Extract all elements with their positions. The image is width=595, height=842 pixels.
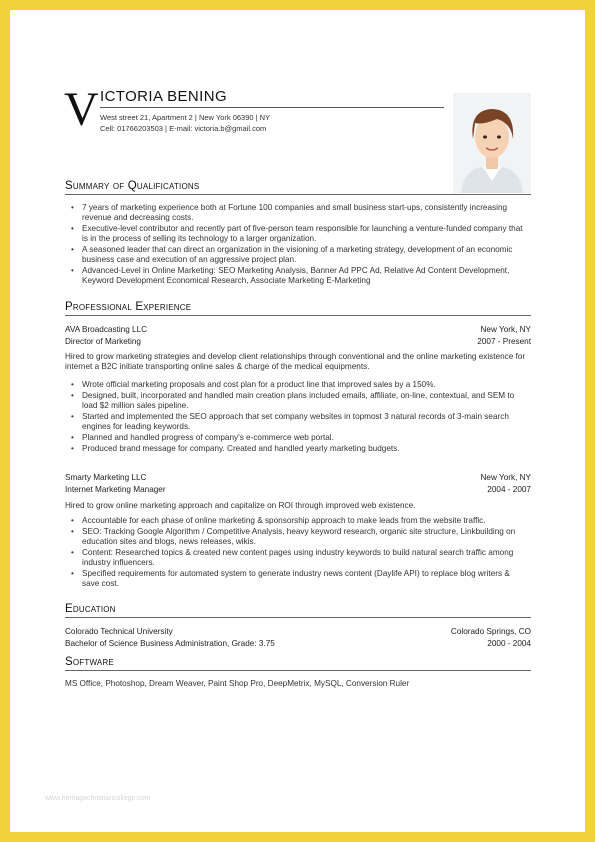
job-duty: • Content: Researched topics & created new content pages using industry keywords to build natural search traffic among industry influencers. — [65, 548, 525, 568]
watermark: www.heritagechristiancollege.com — [45, 795, 151, 802]
software-list: MS Office, Photoshop, Dream Weaver, Paint Shop Pro, DeepMetrix, MySQL, Conversion Ruler — [65, 679, 410, 688]
job-duty: • Started and implemented the SEO approach that set company websites in topmost 3 natural records of 3-main search engines for leading keywords. — [65, 412, 525, 432]
job-dates: 2004 - 2007 — [487, 485, 531, 494]
school-location: Colorado Springs, CO — [450, 627, 531, 636]
address-line: West street 21, Apartment 2 | New York 06390 | NY — [100, 113, 271, 122]
name-divider — [100, 107, 444, 108]
job-duty: • Specified requirements for automated system to generate industry news content (Daylife API) to replace blog writers & save cost. — [65, 569, 525, 589]
experience-heading: Professional Experience — [65, 301, 192, 313]
job-role-row — [65, 337, 531, 346]
job-dates: 2007 - Present — [477, 337, 531, 346]
job-location: New York, NY — [480, 325, 531, 334]
job-company: Smarty Marketing LLC — [65, 473, 147, 482]
job-duty: • Planned and handled progress of company's e-commerce web portal. — [65, 433, 525, 443]
job-location: New York, NY — [480, 473, 531, 482]
job-header — [65, 325, 531, 334]
summary-item: • 7 years of marketing experience both at Fortune 100 companies and small business start-ups, consistently increasing revenue and decreasing costs. — [65, 203, 525, 223]
job-duty: • Produced brand message for company. Created and handled yearly marketing budgets. — [65, 444, 525, 454]
summary-item: • Executive-level contributor and recently part of five-person team responsible for launching a venture-funded company that is in the process of selling its technology to a larger organization. — [65, 224, 525, 244]
job-duties-list — [65, 380, 525, 455]
job-intro: Hired to grow marketing strategies and develop client relationships through conventional and the online marketing existence for internet a B2C initiate transporting online sales & charge of the medical equipments. — [65, 352, 526, 371]
job-role: Internet Marketing Manager — [65, 485, 166, 494]
education-heading: Education — [65, 603, 116, 615]
job-duty: • Designed, built, incorporated and handled main creation plans included emails, affiliate, on-line, contextual, and SEM to load $2 million sales pipeline. — [65, 391, 525, 411]
job-duty: • SEO: Tracking Google Algorithm / Competitive Analysis, heavy keyword research, organic site structure, Linkbuilding on education sites and blogs, news releases, wikis. — [65, 527, 525, 547]
contact-line: Cell: 01766203503 | E-mail: victoria.b@gmail.com — [100, 124, 267, 133]
summary-divider — [65, 194, 531, 195]
degree-row — [65, 639, 531, 648]
summary-list — [65, 203, 525, 287]
job-company: AVA Broadcasting LLC — [65, 325, 148, 334]
job-role: Director of Marketing — [65, 337, 141, 346]
summary-item: • Advanced-Level in Online Marketing: SEO Marketing Analysis, Banner Ad PPC Ad, Relative Ad Content Development, Keyword Development Economical Research, Associate Marketing E-Marketing — [65, 266, 525, 286]
education-dates: 2000 - 2004 — [487, 639, 531, 648]
profile-photo — [453, 93, 531, 193]
degree: Bachelor of Science Business Administration, Grade: 3.75 — [65, 639, 275, 648]
education-divider — [65, 617, 531, 618]
name-initial: V — [64, 83, 99, 136]
software-heading: Software — [65, 656, 114, 668]
job-intro: Hired to grow online marketing approach and capitalize on ROI through improved web existence. — [65, 501, 416, 510]
software-divider — [65, 670, 531, 671]
job-role-row — [65, 485, 531, 494]
summary-item: • A seasoned leader that can direct an organization in the visioning of a marketing strategy, development of an economic business case and execution of an aggressive project plan. — [65, 245, 525, 265]
job-duty: • Wrote official marketing proposals and cost plan for a product line that improved sales by a 150%. — [65, 380, 525, 390]
job-header — [65, 473, 531, 482]
job-duties-list — [65, 516, 525, 590]
school-name: Colorado Technical University — [65, 627, 173, 636]
candidate-name: ICTORIA BENING — [100, 88, 228, 105]
summary-heading: Summary of Qualifications — [65, 180, 200, 192]
experience-divider — [65, 315, 531, 316]
education-header — [65, 627, 531, 636]
resume-page — [10, 10, 585, 832]
job-duty: • Accountable for each phase of online marketing & sponsorship approach to make leads from the website traffic. — [65, 516, 525, 526]
